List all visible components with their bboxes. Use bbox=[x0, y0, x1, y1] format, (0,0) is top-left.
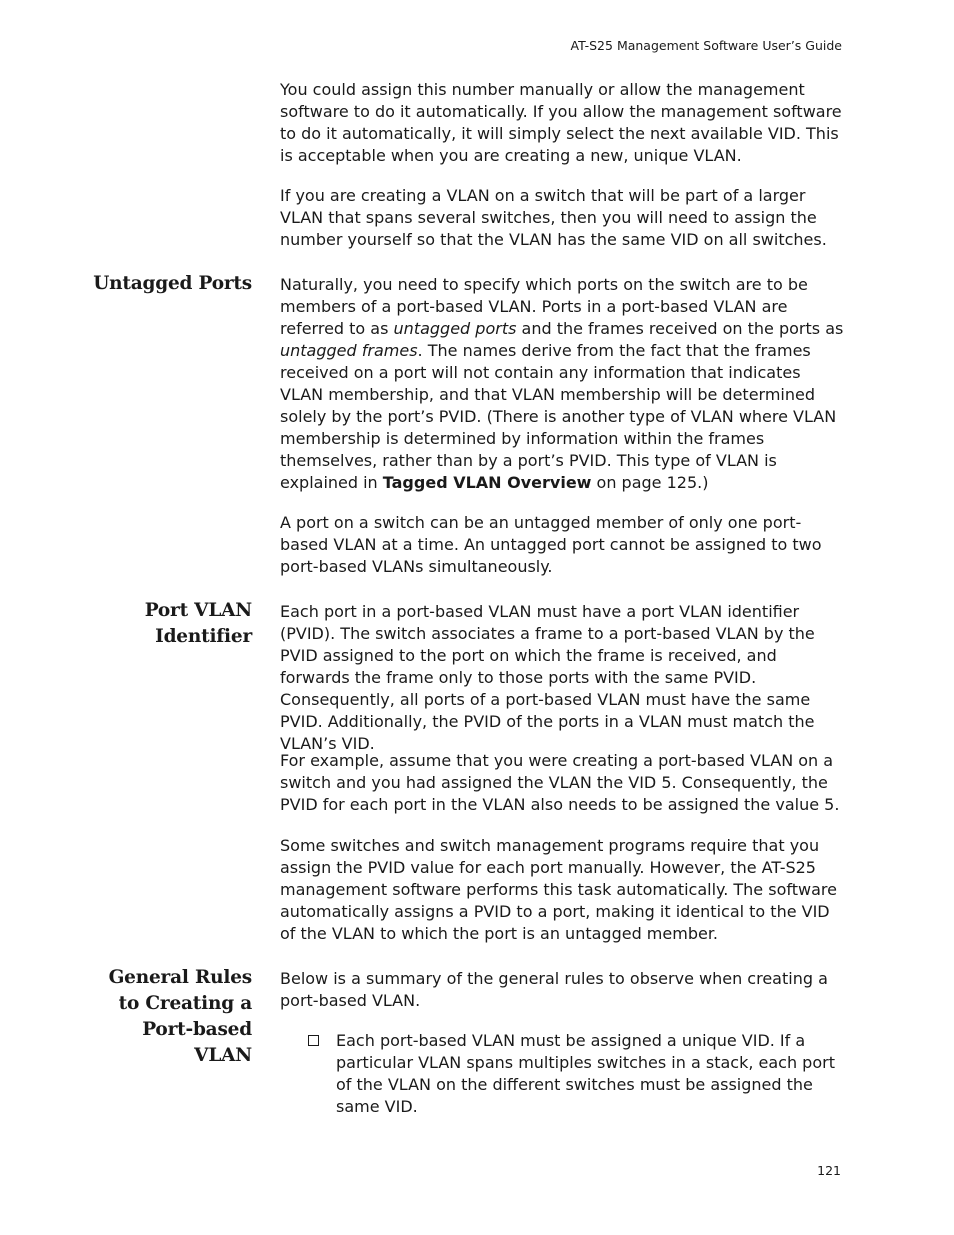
text-run: Naturally, you need to specify which ports on the switch are to be members of a port-based VLAN. Ports in a port-based VLAN are referred to as bbox=[280, 275, 808, 338]
pvid-paragraph-3: Some switches and switch management programs require that you assign the PVID value for each port manually. However, the AT-S25 management software performs this task automatically. The software automatically assigns a PVID to a port, making it identical to the VID of the VLAN to which the port is an untagged member. bbox=[280, 836, 837, 943]
running-header: AT-S25 Management Software User’s Guide bbox=[570, 38, 842, 53]
cross-reference-link[interactable]: Tagged VLAN Overview bbox=[382, 473, 592, 492]
untagged-ports-paragraph-2: A port on a switch can be an untagged member of only one port-based VLAN at a time. An untagged port cannot be assigned to two port-based VLANs simultaneously. bbox=[280, 513, 822, 576]
section-heading-untagged-ports bbox=[93, 271, 252, 297]
pvid-paragraph-1: Each port in a port-based VLAN must have a port VLAN identifier (PVID). The switch associates a frame to a port-based VLAN by the PVID assigned to the port on which the frame is received, and forwards the frame only to those ports with the same PVID. Consequently, all ports of a port-based VLAN must have the same PVID. Additionally, the PVID of the ports in a VLAN must match the VLAN’s VID. bbox=[280, 602, 815, 753]
checkbox-bullet-icon bbox=[308, 1035, 319, 1046]
heading-line: Port-based bbox=[142, 1019, 252, 1040]
intro-paragraph-1: You could assign this number manually or allow the management software to do it automatically. If you allow the management software to do it automatically, it will simply select the next available VID. This is acceptable when you are creating a new, unique VLAN. bbox=[280, 80, 842, 165]
text-run: . The names derive from the fact that the frames received on a port will not contain any information that indicates VLAN membership, and that VLAN membership will be determined solely by the port’s PVID. (There is another type of VLAN where VLAN membership is determined by information within the frames themselves, rather than by a port’s PVID. This type of VLAN is explained in bbox=[280, 341, 837, 492]
section-heading-port-vlan-identifier bbox=[145, 598, 252, 650]
pvid-paragraph-2: For example, assume that you were creating a port-based VLAN on a switch and you had assigned the VLAN the VID 5. Consequently, the PVID for each port in the VLAN also needs to be assigned the value 5. bbox=[280, 751, 840, 814]
heading-line: Untagged Ports bbox=[93, 273, 252, 294]
heading-line: Port VLAN bbox=[144, 600, 252, 621]
general-rules-paragraph-1: Below is a summary of the general rules to observe when creating a port-based VLAN. bbox=[280, 969, 828, 1010]
intro-paragraph-2: If you are creating a VLAN on a switch that will be part of a larger VLAN that spans several switches, then you will need to assign the number yourself so that the VLAN has the same VID on all switches. bbox=[280, 186, 827, 249]
heading-line: VLAN bbox=[194, 1045, 252, 1066]
list-item-text: Each port-based VLAN must be assigned a unique VID. If a particular VLAN spans multiples switches in a stack, each port of the VLAN on the different switches must be assigned the same VID. bbox=[336, 1031, 835, 1116]
text-run: on page 125.) bbox=[591, 473, 709, 492]
heading-line: to Creating a bbox=[118, 993, 252, 1014]
text-run: and the frames received on the ports as bbox=[516, 319, 844, 338]
untagged-ports-paragraph-1 bbox=[280, 274, 846, 494]
emphasis-untagged-frames: untagged frames bbox=[280, 341, 418, 360]
heading-line: Identifier bbox=[155, 626, 252, 647]
page-number: 121 bbox=[817, 1163, 841, 1178]
heading-line: General Rules bbox=[108, 967, 252, 988]
emphasis-untagged-ports: untagged ports bbox=[393, 319, 517, 338]
section-heading-general-rules bbox=[109, 965, 252, 1069]
